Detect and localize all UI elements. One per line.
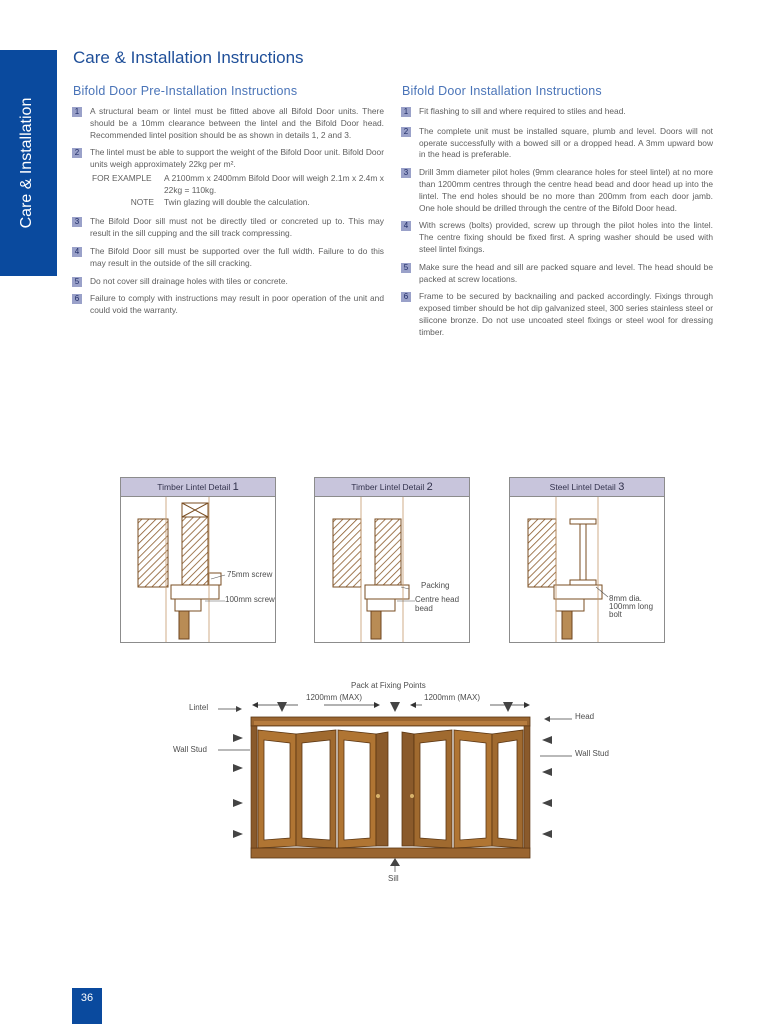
page-number: 36 xyxy=(72,988,102,1024)
span-left-label: 1200mm (MAX) xyxy=(306,693,363,702)
head-label: Head xyxy=(575,712,595,721)
step-text: The Bifold Door sill must be supported over the full width. Failure to do this may result in the outside of the sill cracking. xyxy=(90,245,384,268)
detail-title-text: Timber Lintel Detail xyxy=(157,482,231,492)
step-text: Make sure the head and sill are packed square and level. The head should be packed at screw locations. xyxy=(419,261,713,284)
step-text: Fit flashing to sill and where required to stiles and head. xyxy=(419,106,626,116)
page-title: Care & Installation Instructions xyxy=(73,48,304,67)
step-text: Do not cover sill drainage holes with tiles or concrete. xyxy=(90,275,288,286)
detail-title-text: Timber Lintel Detail xyxy=(351,482,425,492)
detail-label: 100mm screw xyxy=(225,595,275,604)
side-tab-label: Care & Installation xyxy=(18,97,35,229)
step-text: Drill 3mm diameter pilot holes (9mm clearance holes for steel lintel) at no more than 1200mm centres through the centre head bead and door head up into the lintel. The end holes should be no more than 200mm from each door jamb. One hole should be drilled through the centre of the Bifold Door head. xyxy=(419,167,713,213)
span-right-label: 1200mm (MAX) xyxy=(424,693,481,702)
step-text: The lintel must be able to support the weight of the Bifold Door unit. Bifold Door units weigh approximately 22kg per m². xyxy=(90,147,384,170)
step-text: Frame to be secured by backnailing and packed accordingly. Fixings through exposed timber should be hot dip galvanized steel, 300 series stainless steel or silicone bronze. Do not use uncoated steel fixings or steel wool for dressing timber. xyxy=(419,291,713,337)
detail-number: 2 xyxy=(426,481,433,493)
detail-label: 75mm screw xyxy=(227,570,273,579)
lintel-label: Lintel xyxy=(189,703,209,712)
note-text: Twin glazing will double the calculation. xyxy=(164,196,310,207)
step-number: 2 xyxy=(72,148,82,158)
example-label: FOR EXAMPLE xyxy=(92,172,152,183)
detail-number: 1 xyxy=(232,481,239,493)
step-number: 2 xyxy=(401,127,411,137)
step-text: Failure to comply with instructions may result in poor operation of the unit and could void the warranty. xyxy=(90,293,384,316)
detail-label-line: 8mm dia. xyxy=(609,594,642,603)
pack-at-fixing-points-label: Pack at Fixing Points xyxy=(351,681,426,690)
detail-label-line: 100mm long xyxy=(609,602,654,611)
step-text: With screws (bolts) provided, screw up through the pilot holes into the lintel. The centre fixing should be fixed first. A spring washer should be used with steel lintel fixings. xyxy=(419,220,713,254)
step-number: 3 xyxy=(72,217,82,227)
step-number: 3 xyxy=(401,168,411,178)
detail-label-line: bolt xyxy=(609,610,622,619)
sill-label: Sill xyxy=(388,874,399,883)
wall-stud-right-label: Wall Stud xyxy=(575,749,609,758)
note-label: NOTE xyxy=(130,196,154,207)
step-number: 1 xyxy=(72,107,82,117)
step-text: The complete unit must be installed square, plumb and level. Doors will not operate successfully with a bowed sill or a dropped head. A 3mm upward bow in the head is preferable. xyxy=(419,125,713,160)
step-number: 4 xyxy=(72,247,82,257)
step-number: 6 xyxy=(401,292,411,302)
step-number: 4 xyxy=(401,221,411,231)
step-number: 5 xyxy=(401,263,411,273)
example-text: A 2100mm x 2400mm Bifold Door will weigh 2.1m x 2.4m x 22kg = 110kg. xyxy=(164,172,384,195)
detail-title-text: Steel Lintel Detail xyxy=(549,482,616,492)
detail-number: 3 xyxy=(618,481,625,493)
installation-heading: Bifold Door Installation Instructions xyxy=(402,84,602,98)
pre-installation-heading: Bifold Door Pre-Installation Instructions xyxy=(73,84,298,98)
step-number: 6 xyxy=(72,294,82,304)
step-number: 5 xyxy=(72,277,82,287)
wall-stud-left-label: Wall Stud xyxy=(173,745,207,754)
step-text: A structural beam or lintel must be fitted above all Bifold Door units. There should be a 10mm clearance between the lintel and the Bifold Door head. Recommended lintel position should be as shown in details 1, 2 and 3. xyxy=(90,106,384,140)
detail-label: Packing xyxy=(421,581,450,590)
step-number: 1 xyxy=(401,107,411,117)
detail-label: Centre head bead xyxy=(415,595,460,613)
step-text: The Bifold Door sill must not be directly tiled or concreted up to. This may result in the sill cupping and the sill track compressing. xyxy=(90,216,384,239)
